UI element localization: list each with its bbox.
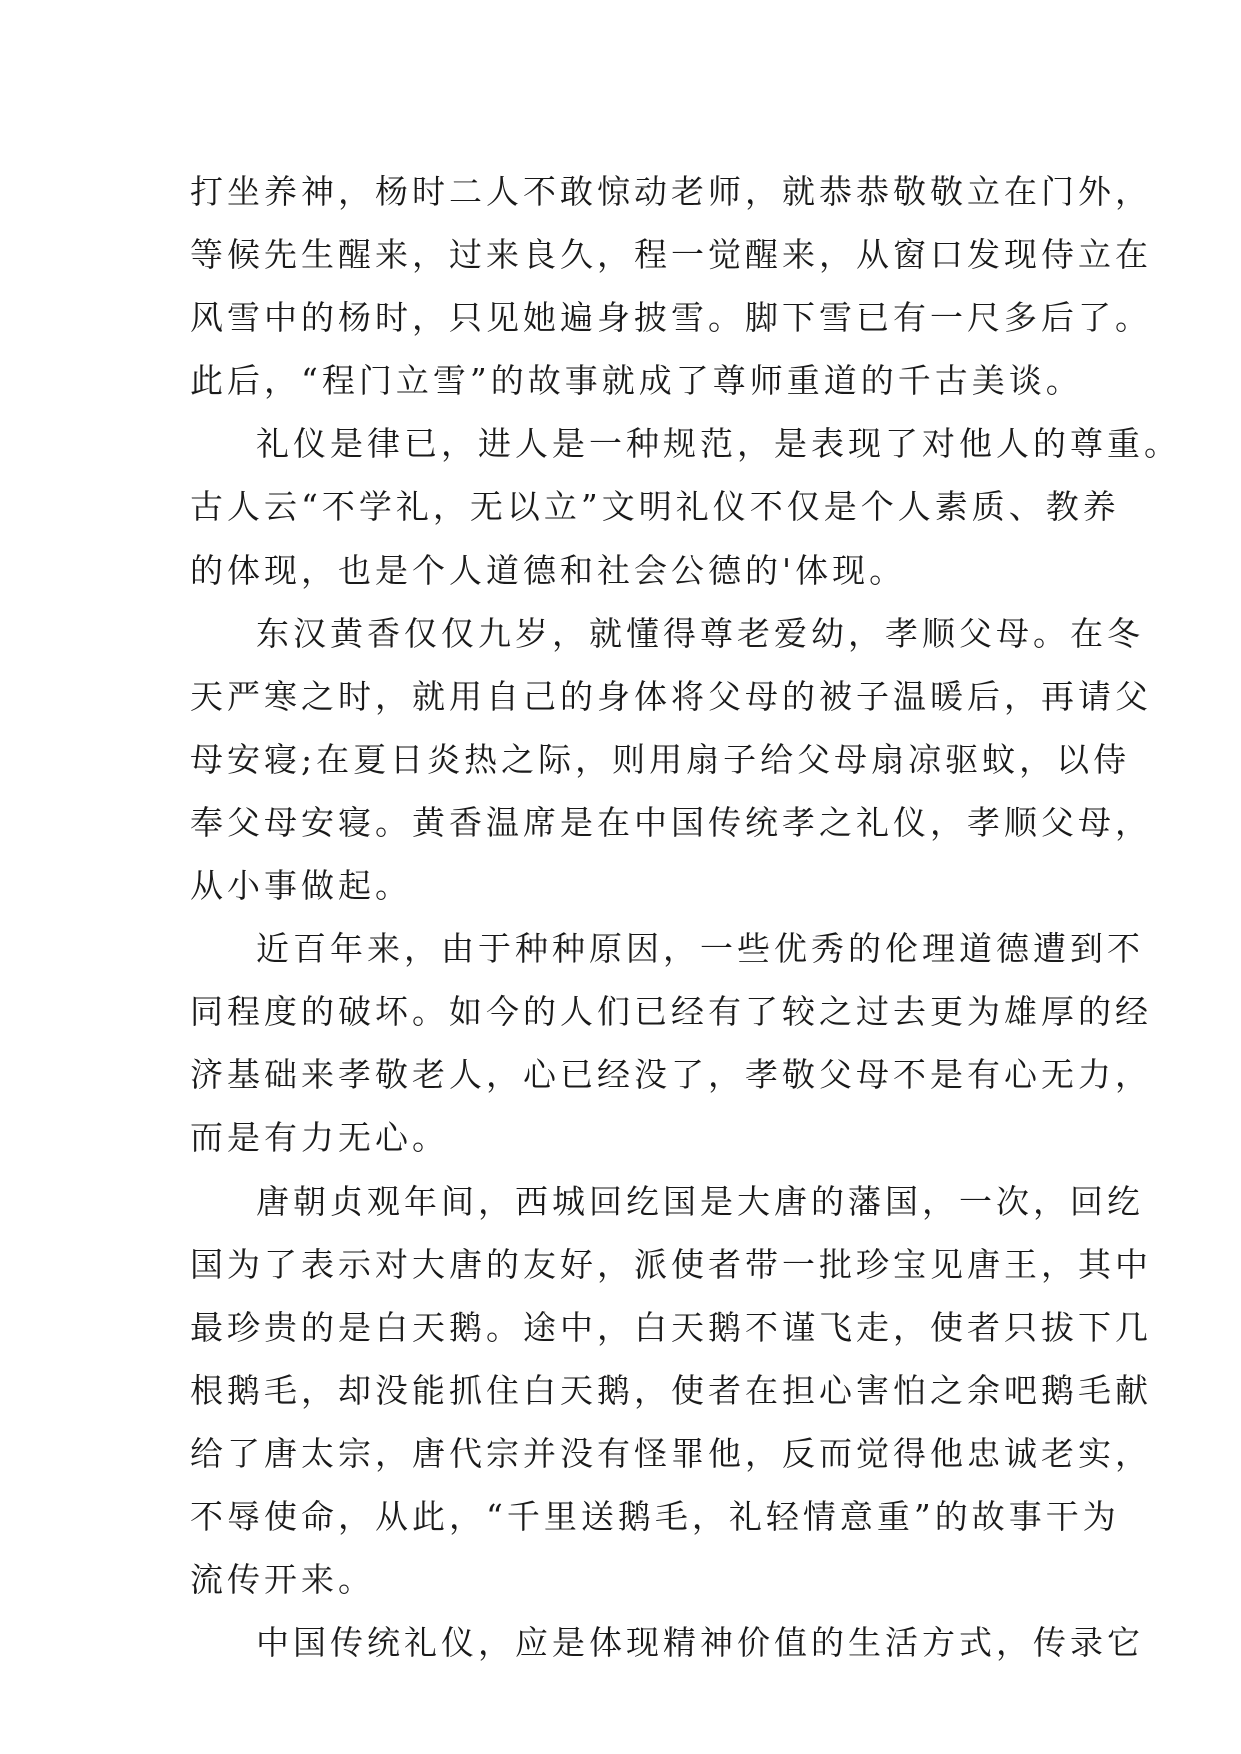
text-line: 最珍贵的是白天鹅。途中，白天鹅不谨飞走，使者只拔下几 bbox=[190, 1307, 1152, 1347]
text-line: 风雪中的杨时，只见她遍身披雪。脚下雪已有一尺多后了。 bbox=[190, 298, 1152, 338]
text-line: 等候先生醒来，过来良久，程一觉醒来，从窗口发现侍立在 bbox=[190, 235, 1152, 275]
paragraph bbox=[190, 412, 1181, 601]
text-line: 中国传统礼仪，应是体现精神价值的生活方式，传录它 bbox=[256, 1623, 1144, 1663]
document-body bbox=[190, 160, 1181, 1674]
text-line: 近百年来，由于种种原因，一些优秀的伦理道德遭到不 bbox=[256, 929, 1144, 969]
text-line: 唐朝贞观年间，西城回纥国是大唐的藩国，一次，回纥 bbox=[256, 1181, 1144, 1221]
text-line: 奉父母安寝。黄香温席是在中国传统孝之礼仪，孝顺父母， bbox=[190, 802, 1152, 842]
text-line: 不辱使命，从此，“千里送鹅毛，礼轻情意重”的故事干为 bbox=[190, 1496, 1120, 1536]
text-line: 古人云“不学礼，无以立”文明礼仪不仅是个人素质、教养 bbox=[190, 487, 1120, 527]
text-line: 而是有力无心。 bbox=[190, 1118, 449, 1158]
text-line: 给了唐太宗，唐代宗并没有怪罪他，反而觉得他忠诚老实， bbox=[190, 1433, 1152, 1473]
text-line: 打坐养神，杨时二人不敢惊动老师，就恭恭敬敬立在门外， bbox=[190, 172, 1152, 211]
text-line: 流传开来。 bbox=[190, 1560, 375, 1600]
text-line: 东汉黄香仅仅九岁，就懂得尊老爱幼，孝顺父母。在冬 bbox=[256, 613, 1144, 653]
text-line: 从小事做起。 bbox=[190, 866, 412, 906]
text-line: 此后，“程门立雪”的故事就成了尊师重道的千古美谈。 bbox=[190, 361, 1083, 401]
paragraph bbox=[190, 602, 1152, 917]
text-line: 礼仪是律已，进人是一种规范，是表现了对他人的尊重。 bbox=[256, 424, 1181, 464]
paragraph bbox=[190, 1611, 1144, 1674]
text-line: 的体现，也是个人道德和社会公德的'体现。 bbox=[190, 550, 907, 590]
paragraph bbox=[190, 917, 1152, 1169]
paragraph bbox=[190, 160, 1152, 412]
text-line: 天严寒之时，就用自己的身体将父母的被子温暖后，再请父 bbox=[190, 676, 1152, 716]
text-line: 济基础来孝敬老人，心已经没了，孝敬父母不是有心无力， bbox=[190, 1055, 1152, 1095]
paragraph bbox=[190, 1170, 1152, 1612]
text-line: 根鹅毛，却没能抓住白天鹅，使者在担心害怕之余吧鹅毛献 bbox=[190, 1370, 1152, 1410]
text-line: 母安寝;在夏日炎热之际，则用扇子给父母扇凉驱蚊，以侍 bbox=[190, 739, 1131, 779]
text-line: 国为了表示对大唐的友好，派使者带一批珍宝见唐王，其中 bbox=[190, 1244, 1152, 1284]
text-line: 同程度的破坏。如今的人们已经有了较之过去更为雄厚的经 bbox=[190, 992, 1152, 1032]
